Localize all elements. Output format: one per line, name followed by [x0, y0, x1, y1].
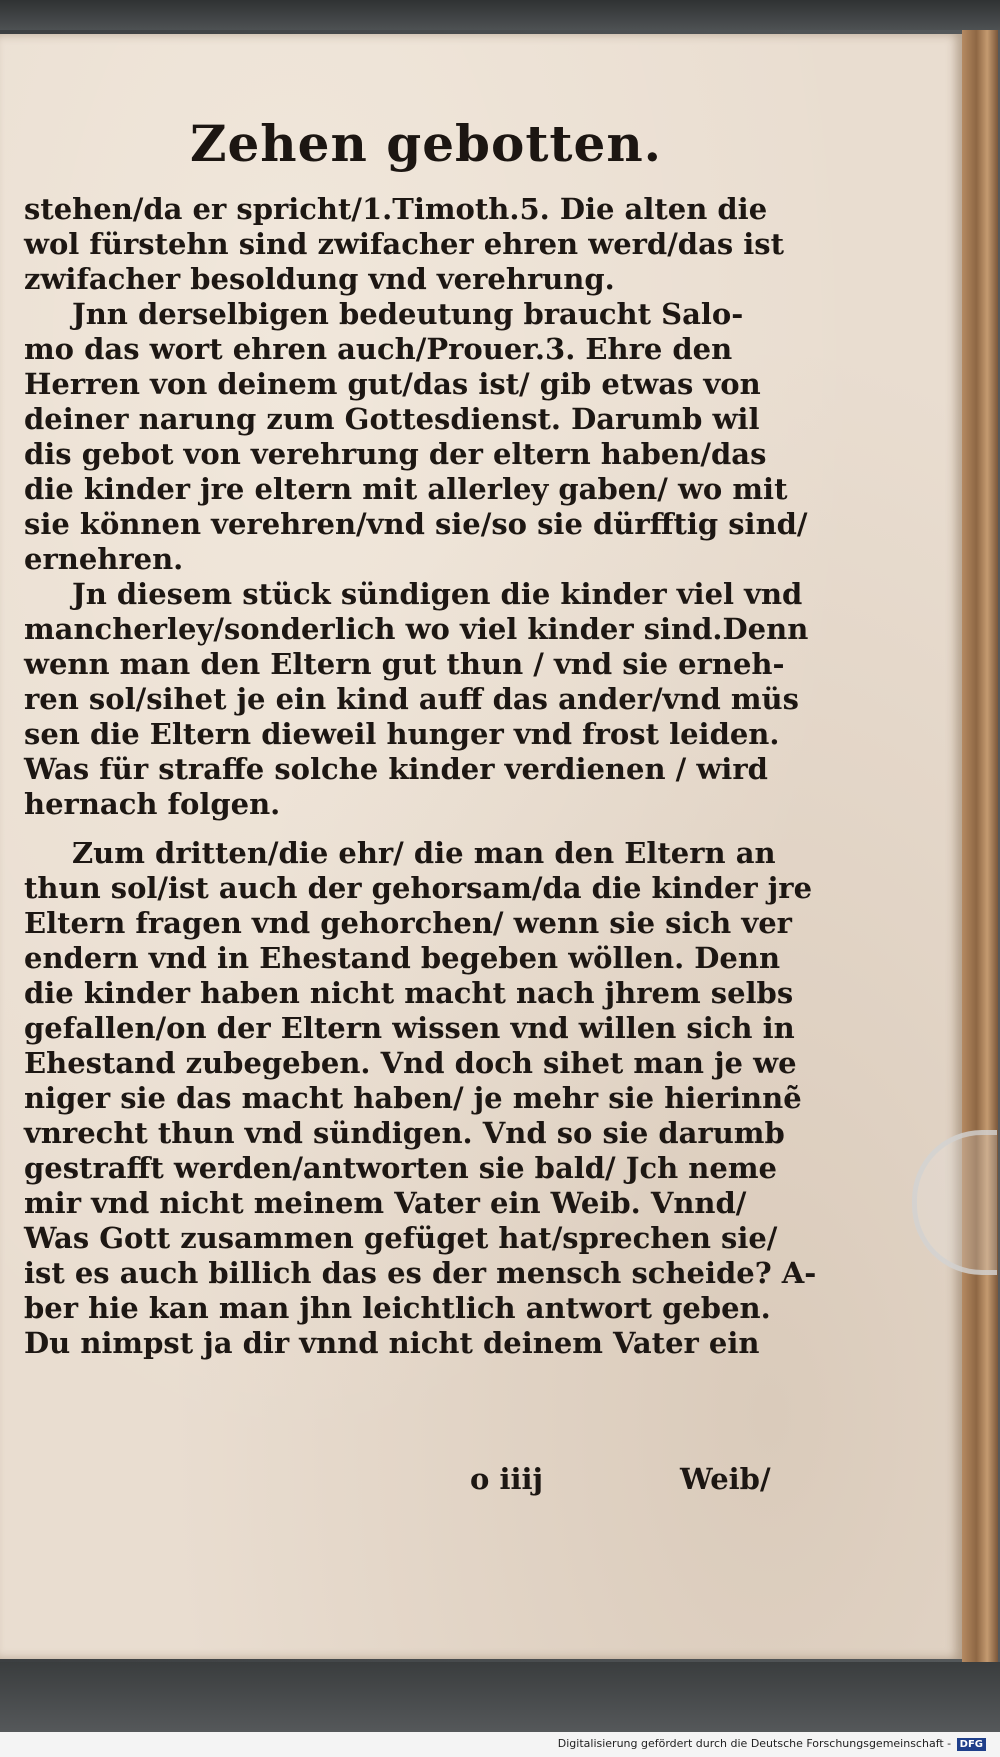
text-line: dis gebot von verehrung der eltern haben/das: [24, 437, 767, 471]
book-page: [0, 34, 962, 1659]
text-line: niger sie das macht haben/ je mehr sie hierinnẽ: [24, 1081, 802, 1115]
text-line: sie können verehren/vnd sie/so sie dürfftig sind/: [24, 507, 808, 541]
text-line: wenn man den Eltern gut thun / vnd sie erneh-: [24, 647, 785, 681]
text-line: zwifacher besoldung vnd verehrung.: [24, 262, 615, 296]
text-line: ren sol/sihet je ein kind auff das ander/vnd müs: [24, 682, 799, 716]
text-line: sen die Eltern dieweil hunger vnd frost leiden.: [24, 717, 780, 751]
text-line: stehen/da er spricht/1.Timoth.5. Die alten die: [24, 192, 768, 226]
scan-top-edge: [0, 0, 1000, 30]
dfg-logo: DFG: [957, 1738, 986, 1751]
text-line: mancherley/sonderlich wo viel kinder sind.Denn: [24, 612, 809, 646]
text-line: endern vnd in Ehestand begeben wöllen. Denn: [24, 941, 781, 975]
text-line: hernach folgen.: [24, 787, 281, 821]
text-line: Zum dritten/die ehr/ die man den Eltern an: [72, 836, 776, 870]
text-line: die kinder jre eltern mit allerley gaben/ wo mit: [24, 472, 788, 506]
text-line: Jn diesem stück sündigen die kinder viel vnd: [72, 577, 803, 611]
text-line: mir vnd nicht meinem Vater ein Weib. Vnnd/: [24, 1186, 747, 1220]
text-line: ernehren.: [24, 542, 184, 576]
text-line: Ehestand zubegeben. Vnd doch sihet man je we: [24, 1046, 797, 1080]
text-line: deiner narung zum Gottesdienst. Darumb wil: [24, 402, 760, 436]
text-line: wol fürstehn sind zwifacher ehren werd/das ist: [24, 227, 785, 261]
text-line: ist es auch billich das es der mensch scheide? A-: [24, 1256, 817, 1290]
running-head: Zehen gebotten.: [190, 114, 663, 173]
text-line: thun sol/ist auch der gehorsam/da die kinder jre: [24, 871, 813, 905]
text-line: Du nimpst ja dir vnnd nicht deinem Vater ein: [24, 1326, 760, 1360]
catchword: Weib/: [680, 1462, 771, 1496]
text-line: gestrafft werden/antworten sie bald/ Jch neme: [24, 1151, 777, 1185]
text-line: Was für straffe solche kinder verdienen / wird: [24, 752, 768, 786]
text-line: gefallen/on der Eltern wissen vnd willen sich in: [24, 1011, 795, 1045]
text-line: Herren von deinem gut/das ist/ gib etwas von: [24, 367, 761, 401]
body-text: [24, 192, 817, 1361]
page-fore-edge: [962, 30, 998, 1662]
page-foot: [0, 1462, 962, 1502]
digitization-credit: [552, 1735, 992, 1753]
text-line: mo das wort ehren auch/Prouer.3. Ehre den: [24, 332, 733, 366]
credit-text: Digitalisierung gefördert durch die Deutsche Forschungsgemeinschaft -: [557, 1737, 952, 1750]
text-line: Jnn derselbigen bedeutung braucht Salo-: [72, 297, 744, 331]
signature-mark: o iiij: [470, 1462, 543, 1496]
text-line: Was Gott zusammen gefüget hat/sprechen sie/: [24, 1221, 778, 1255]
text-line: ber hie kan man jhn leichtlich antwort geben.: [24, 1291, 771, 1325]
text-line: Eltern fragen vnd gehorchen/ wenn sie sich ver: [24, 906, 792, 940]
text-line: die kinder haben nicht macht nach jhrem selbs: [24, 976, 794, 1010]
scan-bottom-edge: [0, 1662, 1000, 1732]
text-line: vnrecht thun vnd sündigen. Vnd so sie darumb: [24, 1116, 785, 1150]
